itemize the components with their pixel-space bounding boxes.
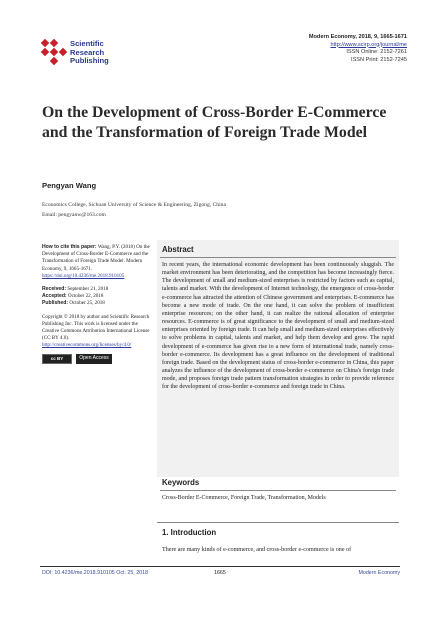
abstract-divider bbox=[160, 257, 396, 258]
citation-block: How to cite this paper: Wang, P.Y. (2018) On the Development of Cross-Border E-Commerce and the Transformation of Foreign Trade Model. Modern Economy, 9, 1665-1671. https://doi.org/10.4236/me.2018.910105 bbox=[42, 244, 150, 279]
introduction-heading: 1. Introduction bbox=[162, 528, 217, 537]
journal-citation-line: Modern Economy, 2018, 9, 1665-1671 bbox=[308, 34, 407, 40]
abstract-heading: Abstract bbox=[162, 245, 194, 254]
copyright-block: Copyright © 2018 by author and Scientific Research Publishing Inc. This work is licensed under the Creative Commons Attribution International License (CC BY 4.0). http://creativecommons.org/licenses/by/4.0/ cc BY Open Access bbox=[42, 314, 152, 364]
license-badges bbox=[42, 354, 152, 364]
introduction-divider bbox=[157, 522, 399, 523]
introduction-text: There are many kinds of e-commerce, and cross-border e-commerce is one of bbox=[162, 547, 352, 553]
published-date: October 25, 2018 bbox=[69, 300, 105, 307]
scirp-logo-icon bbox=[40, 38, 68, 66]
dates-block: Received: September 21, 2018 Accepted: October 22, 2018 Published: October 25, 2018 bbox=[42, 286, 109, 307]
page-number: 1665 bbox=[214, 570, 226, 576]
keywords-heading: Keywords bbox=[162, 478, 200, 487]
publisher-logo bbox=[40, 38, 150, 70]
issn-online: ISSN Online: 2152-7261 bbox=[346, 49, 407, 56]
cc-by-icon: cc BY bbox=[42, 354, 72, 364]
journal-url-link[interactable]: http://www.scirp.org/journal/me bbox=[330, 41, 407, 48]
footer-divider bbox=[40, 566, 400, 567]
footer-journal: Modern Economy bbox=[358, 570, 400, 576]
author-email: Email: pengyanw@163.com bbox=[42, 212, 106, 218]
accepted-date: October 22, 2018 bbox=[67, 293, 104, 300]
received-date: September 21, 2018 bbox=[67, 286, 109, 293]
keywords-text: Cross-Border E-Commerce, Foreign Trade, Transformation, Models bbox=[162, 495, 326, 501]
article-title: On the Development of Cross-Border E-Commerce and the Transformation of Foreign Trade Model bbox=[42, 104, 387, 141]
issn-print: ISSN Print: 2152-7245 bbox=[351, 56, 407, 63]
open-access-badge: Open Access bbox=[76, 354, 112, 364]
article-sidebar bbox=[42, 244, 152, 370]
author-affiliation: Economics College, Sichuan University of Science & Engineering, Zigong, China bbox=[42, 202, 226, 208]
footer-doi[interactable]: DOI: 10.4236/me.2018.910105 Oct. 25, 2018 bbox=[42, 570, 149, 576]
journal-header bbox=[309, 34, 407, 64]
article-author: Pengyan Wang bbox=[42, 181, 97, 190]
keywords-divider bbox=[160, 490, 396, 491]
publisher-name: Scientific Research Publishing bbox=[70, 39, 109, 66]
license-link[interactable]: http://creativecommons.org/licenses/by/4.0/ bbox=[42, 342, 132, 349]
abstract-text: In recent years, the international economic development has been continuously sluggish. The market environment has been deteriorating, and the competition has become increasingly fierce. The development of small and medium-sized enterprises is restricted by factors such as capital, talents and market. With the development of Internet technology, the emergence of cross-border e-commerce has attracted the attention of Chinese government and enterprises. E-commerce has become a new mode of trade. On the one hand, it can solve the problem of insufficient enterprise resources; on the other hand, it can realize the rational allocation of enterprise resources. E-commerce is of great significance to the development of small and medium-sized enterprises oriented by foreign trade. It can help small and medium-sized enterprises effectively to solve problems in capital, talents and market, and help them develop and grow. The rapid development of e-commerce has given rise to a new form of international trade, namely cross-border e-commerce. Its development has a great influence on the development of traditional foreign trade. Based on the development status of cross-border e-commerce in China, this paper analyzes the influence of the development of cross-border e-commerce on China's foreign trade mode, and proposes foreign trade pattern transformation strategies in order to provide reference for the development of cross-border e-commerce and foreign trade in China. bbox=[162, 262, 394, 391]
citation-doi-link[interactable]: https://doi.org/10.4236/me.2018.910105 bbox=[42, 272, 125, 279]
